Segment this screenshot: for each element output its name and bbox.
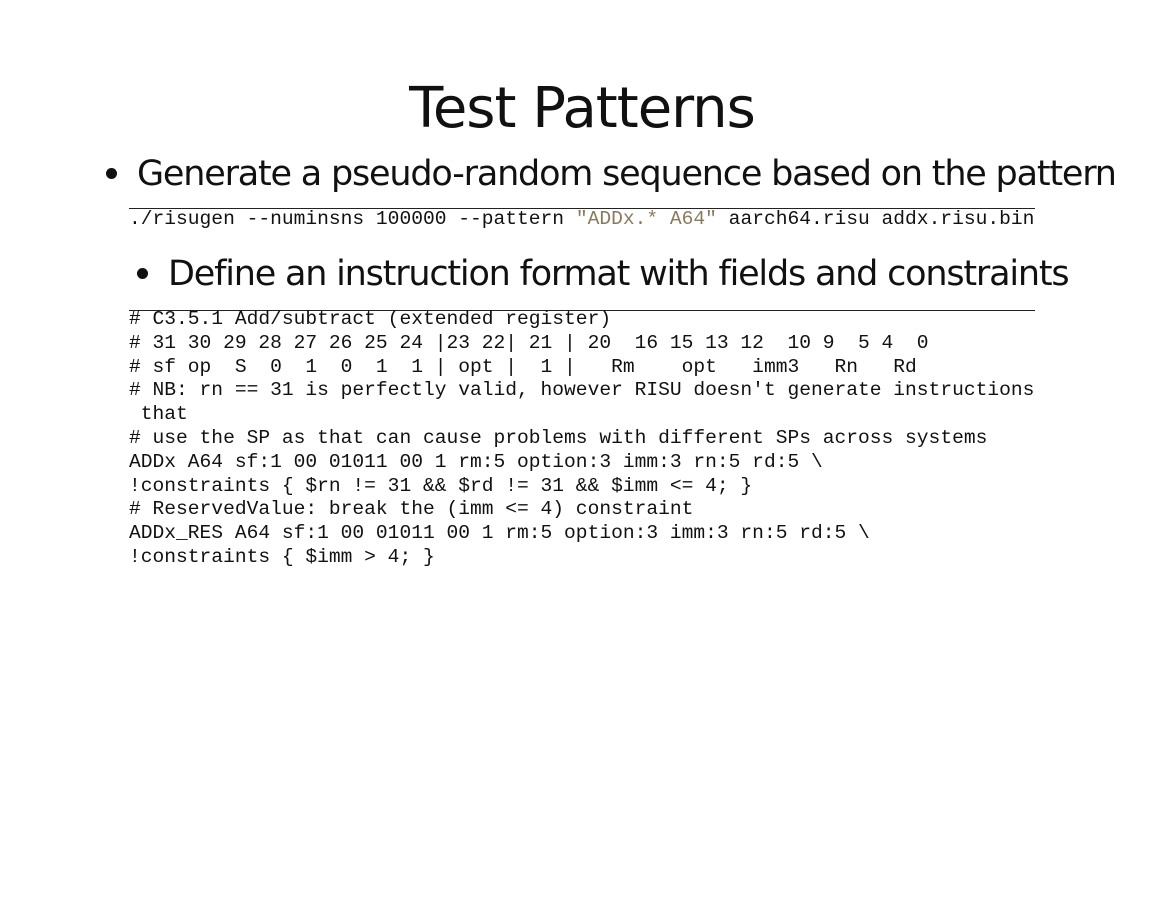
command-pattern-string: "ADDx.* A64"	[575, 208, 717, 230]
risugen-command	[129, 208, 1034, 232]
bullet-dot	[106, 168, 117, 179]
code-line: that	[129, 403, 188, 426]
code-line: # use the SP as that can cause problems with different SPs across systems	[129, 426, 988, 449]
code-line: !constraints { $rn != 31 && $rd != 31 && $imm <= 4; }	[129, 474, 753, 497]
bullet-define-format: Define an instruction format with fields and constraints	[168, 254, 1069, 294]
code-line: # sf op S 0 1 0 1 1 | opt | 1 | Rm opt imm3 Rn Rd	[129, 355, 917, 378]
command-line	[129, 208, 1034, 232]
code-line: ADDx A64 sf:1 00 01011 00 1 rm:5 option:3 imm:3 rn:5 rd:5 \	[129, 450, 823, 473]
code-line: ADDx_RES A64 sf:1 00 01011 00 1 rm:5 option:3 imm:3 rn:5 rd:5 \	[129, 522, 870, 545]
slide-title: Test Patterns	[409, 76, 755, 141]
code-line: !constraints { $imm > 4; }	[129, 545, 435, 568]
code-line: # C3.5.1 Add/subtract (extended register)	[129, 308, 612, 330]
command-suffix: aarch64.risu addx.risu.bin	[716, 208, 1035, 230]
code-line: # 31 30 29 28 27 26 25 24 |23 22| 21 | 20 16 15 13 12 10 9 5 4 0	[129, 331, 929, 354]
code-line: # ReservedValue: break the (imm <= 4) constraint	[129, 498, 694, 521]
instruction-format-code	[129, 308, 1034, 570]
code-line: # NB: rn == 31 is perfectly valid, however RISU doesn't generate instructions	[129, 379, 1035, 402]
command-prefix: ./risugen --numinsns 100000 --pattern	[129, 208, 576, 230]
bullet-dot	[137, 268, 148, 279]
bullet-generate-sequence: Generate a pseudo-random sequence based on the pattern	[137, 154, 1116, 194]
